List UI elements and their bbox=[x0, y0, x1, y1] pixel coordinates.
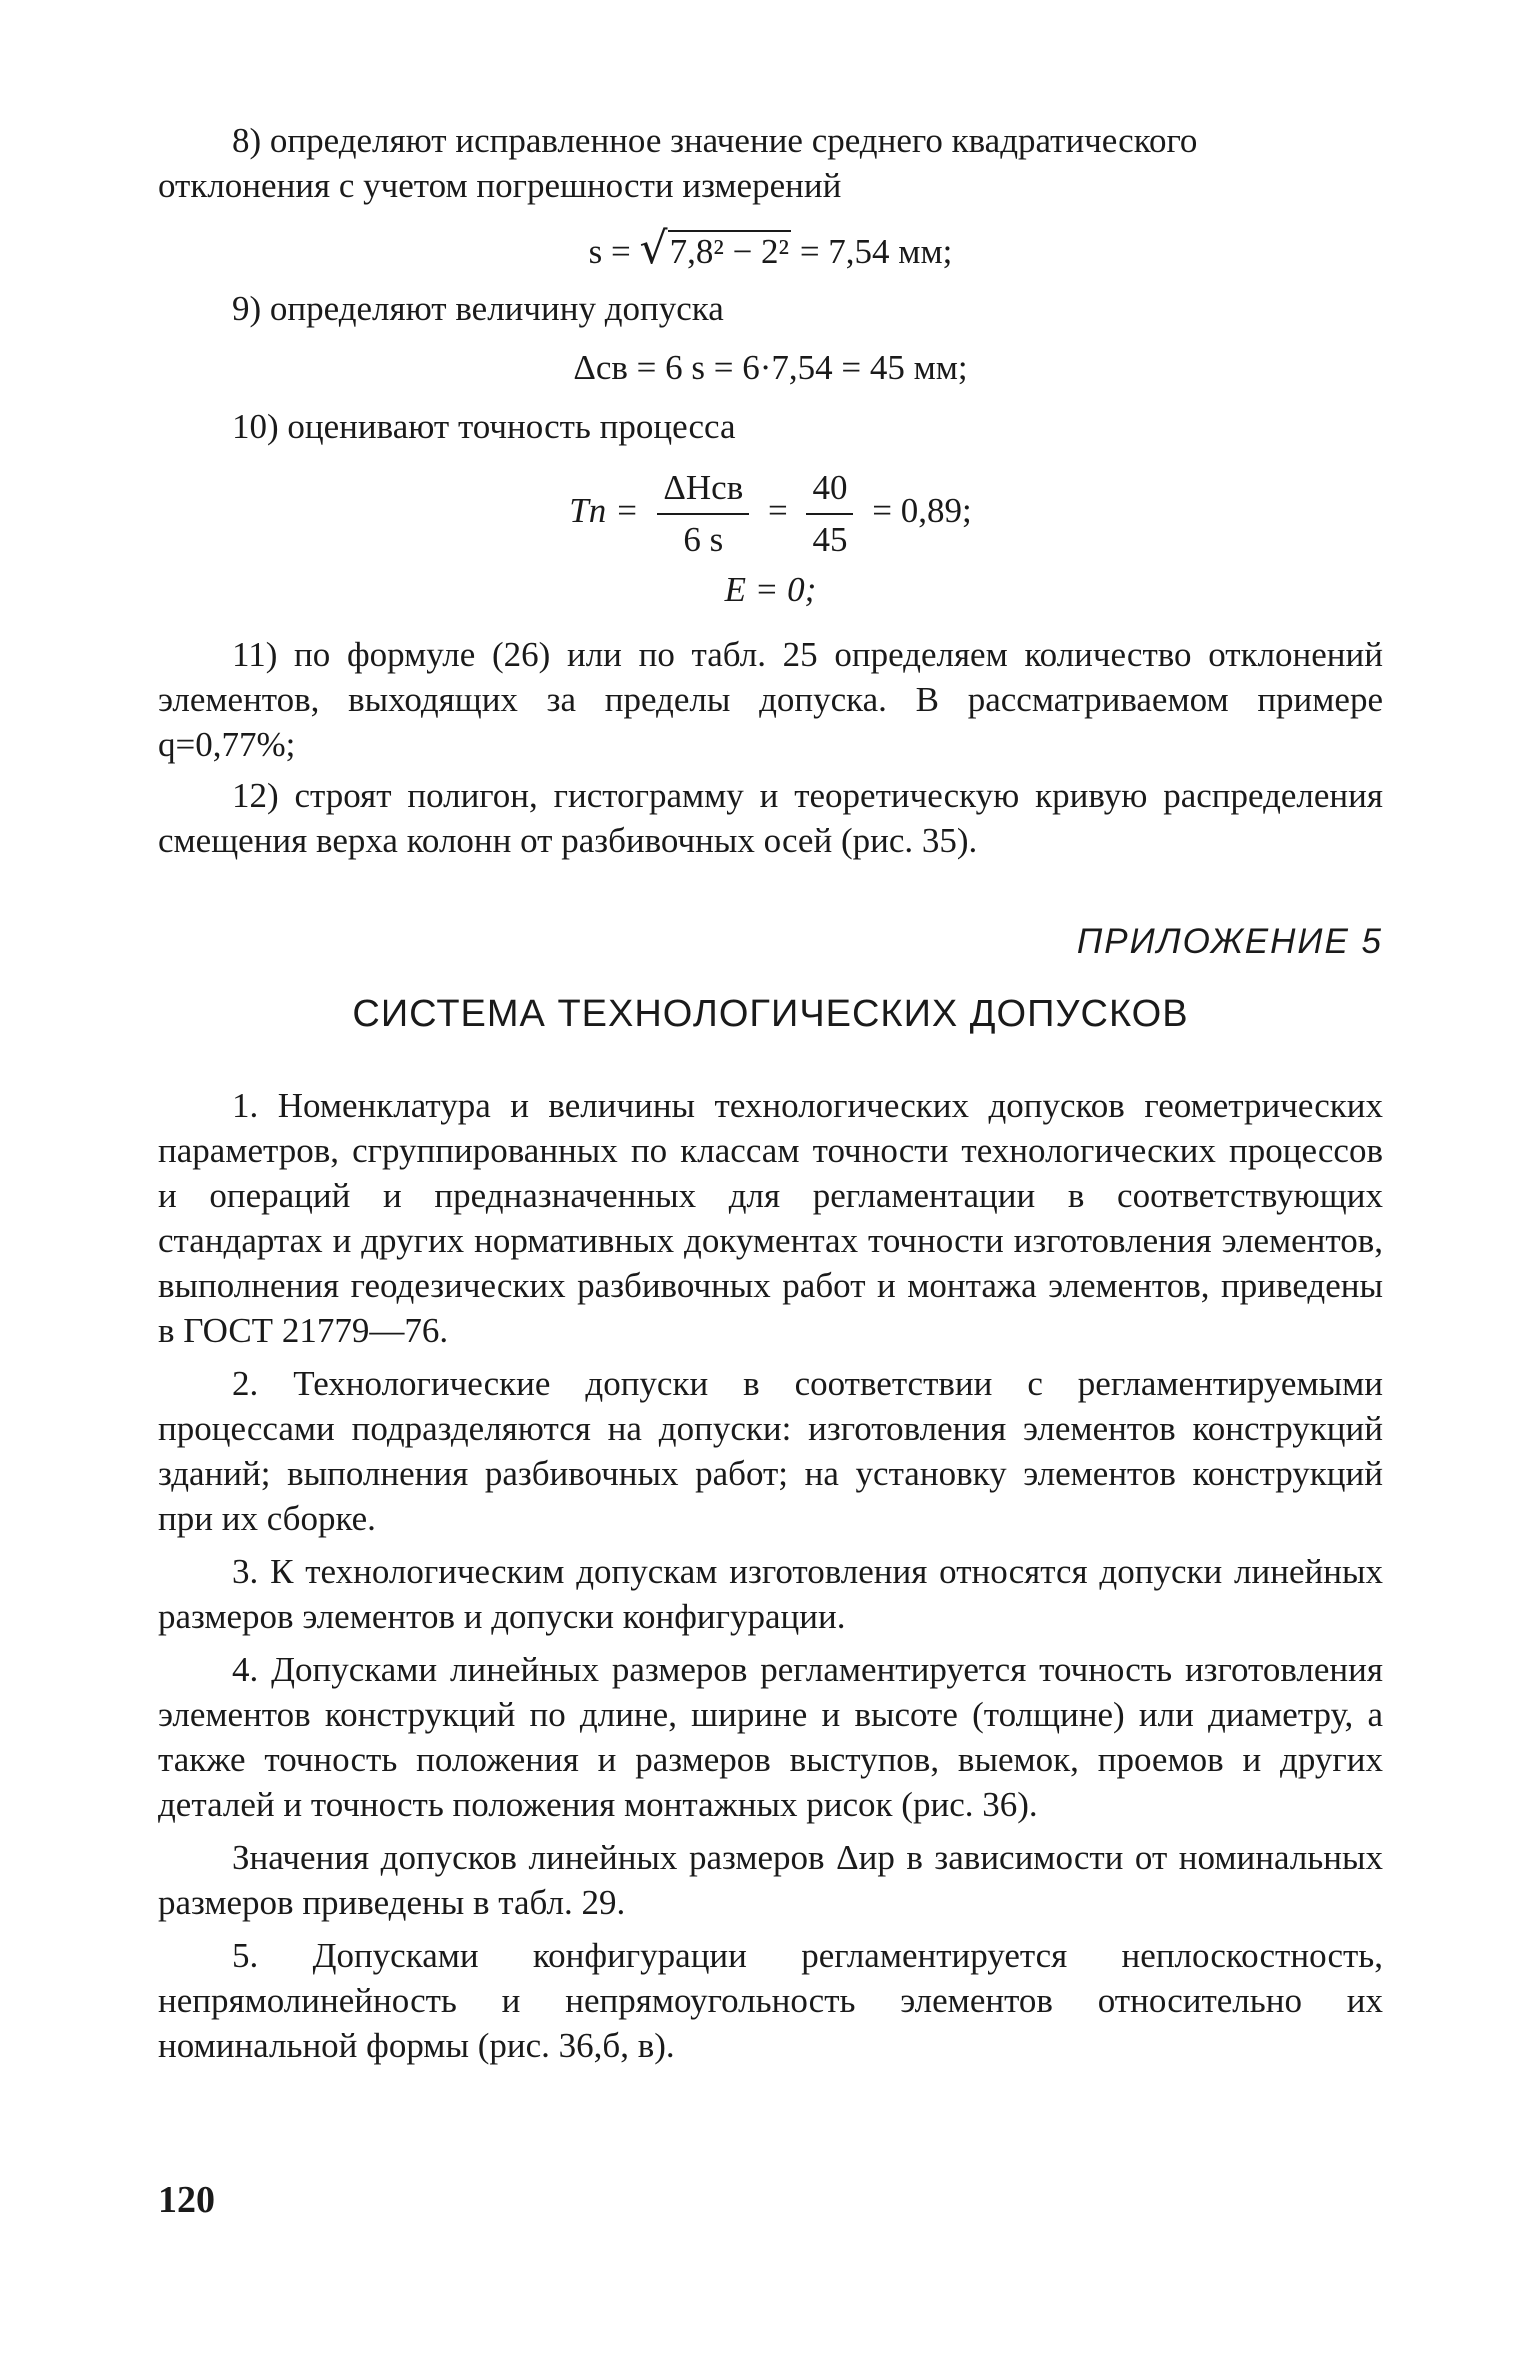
formula-tn-lhs: Tn = bbox=[569, 491, 639, 531]
fraction-tolerance bbox=[657, 465, 749, 563]
paragraph-3: 3. К технологическим допускам изготовления относятся допуски линейных размеров элементов и допуски конфигурации. bbox=[158, 1552, 1383, 1636]
item-9-text: 9) определяют величину допуска bbox=[232, 289, 724, 328]
formula-s-result: = 7,54 мм; bbox=[799, 232, 953, 271]
fraction-values-denominator: 45 bbox=[812, 520, 848, 559]
sqrt-radicand: 7,8² − 2² bbox=[669, 232, 790, 271]
equals-sign: = bbox=[767, 491, 788, 531]
sqrt-icon: √ bbox=[639, 223, 668, 274]
page-content bbox=[158, 118, 1383, 2068]
fraction-values bbox=[806, 465, 853, 563]
item-11-text: 11) по формуле (26) или по табл. 25 определяем количество отклонений элементов, выходящих за пределы допуска. В рассматриваемом примере q=0,77%; bbox=[158, 635, 1383, 764]
paragraph-1: 1. Номенклатура и величины технологических допусков геометрических параметров, сгруппированных по классам точности технологических процессов и операций и предназначенных для регламентации в соответствующих стандартах и других нормативных документах точности изготовления элементов, выполнения геодезических разбивочных работ и монтажа элементов, приведены в ГОСТ 21779—76. bbox=[158, 1086, 1383, 1350]
fraction-values-numerator: 40 bbox=[806, 465, 853, 515]
formula-tolerance: Δсв = 6 s = 6·7,54 = 45 мм; bbox=[573, 348, 968, 387]
appendix-label: ПРИЛОЖЕНИЕ 5 bbox=[1076, 922, 1383, 961]
formula-e bbox=[158, 567, 1383, 612]
fraction-tolerance-denominator: 6 s bbox=[683, 520, 724, 559]
item-10-text: 10) оценивают точность процесса bbox=[232, 407, 736, 446]
formula-e-text: E = 0; bbox=[724, 570, 817, 609]
formula-tn-result: = 0,89; bbox=[872, 491, 972, 531]
fraction-tolerance-numerator: ΔНсв bbox=[657, 465, 749, 515]
formula-std-deviation bbox=[158, 223, 1383, 274]
formula-s-lhs: s = bbox=[588, 232, 631, 271]
paragraph-2: 2. Технологические допуски в соответствии с регламентируемыми процессами подразделяются на допуски: изготовления элементов конструкций зданий; выполнения разбивочных работ; на установку элементов конструкций при их сборке. bbox=[158, 1364, 1383, 1538]
item-8-line1: 8) определяют исправленное значение среднего квадратического bbox=[232, 121, 1198, 160]
paragraph-5: 5. Допусками конфигурации регламентируется неплоскостность, непрямолинейность и непрямоугольность элементов относительно их номинальной формы (рис. 36,б, в). bbox=[158, 1936, 1383, 2065]
item-8-line2: отклонения с учетом погрешности измерений bbox=[158, 166, 842, 205]
formula-process-accuracy bbox=[158, 465, 1383, 563]
item-8-text bbox=[158, 118, 1383, 208]
paragraph-4: 4. Допусками линейных размеров регламентируется точность изготовления элементов конструкций по длине, ширине и высоте (толщине) или диаметру, а также точность положения и размеров выступов, выемок, проемов и других деталей и точность положения монтажных рисок (рис. 36). bbox=[158, 1650, 1383, 1824]
section-title: СИСТЕМА ТЕХНОЛОГИЧЕСКИХ ДОПУСКОВ bbox=[352, 993, 1189, 1035]
page-number: 120 bbox=[158, 2179, 215, 2221]
sqrt-expression bbox=[639, 223, 792, 274]
item-12-text: 12) строят полигон, гистограмму и теоретическую кривую распределения смещения верха колонн от разбивочных осей (рис. 35). bbox=[158, 776, 1383, 860]
paragraph-4b: Значения допусков линейных размеров Δир в зависимости от номинальных размеров приведены в табл. 29. bbox=[158, 1838, 1383, 1922]
